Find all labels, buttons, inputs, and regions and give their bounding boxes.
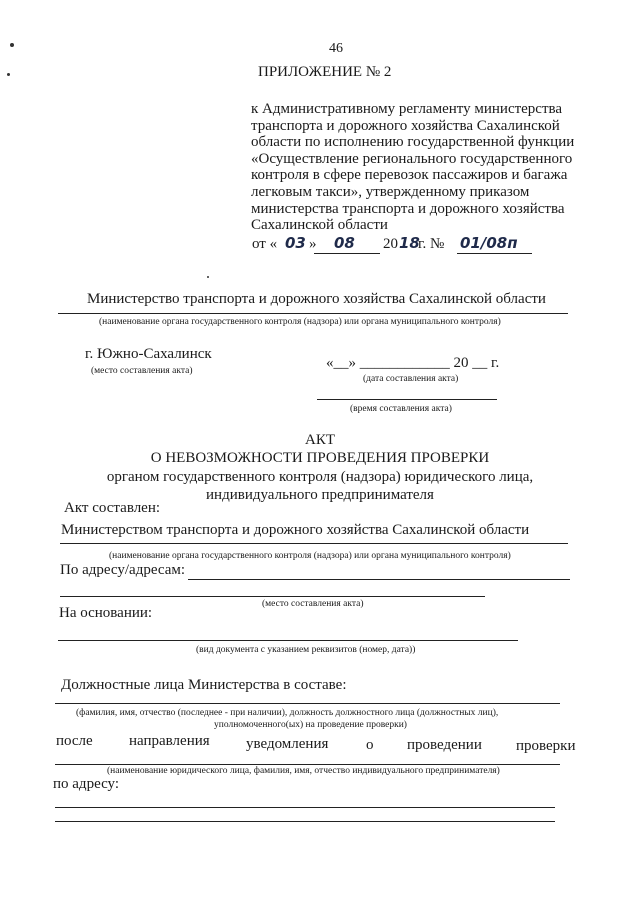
basis-label: На основании: [59,605,153,621]
scan-mark [7,73,10,76]
appendix-title: ПРИЛОЖЕНИЕ № 2 [258,64,392,80]
compiled-caption: (наименование органа государственного контроля (надзора) или органа муниципального контроля) [109,551,511,561]
officials-caption-1: (фамилия, имя, отчество (последнее - при наличии), должность должностного лица (должностных лиц), [76,708,499,718]
compiled-value: Министерством транспорта и дорожного хозяйства Сахалинской области [61,522,530,538]
authority-underline [58,313,568,314]
address-label: По адресу/адресам: [60,562,186,578]
after-word-1: после [56,733,93,749]
place-city: г. Южно-Сахалинск [85,346,212,362]
by-address-line-2 [55,821,555,822]
appendix-line: министерства транспорта и дорожного хозяйства [251,200,565,217]
date-mid: » [309,236,317,252]
appendix-text [251,101,574,234]
act-subtitle: О НЕВОЗМОЖНОСТИ ПРОВЕДЕНИЯ ПРОВЕРКИ [150,450,490,466]
after-word-2: направления [129,733,210,749]
address-caption: (место составления акта) [262,599,364,609]
after-word-3: уведомления [246,736,329,752]
scan-mark [10,43,14,47]
officials-line [55,703,560,704]
after-notice-caption: (наименование юридического лица, фамилия, имя, отчество индивидуального предпринимателя) [107,766,500,776]
date-month: 08 [334,234,355,252]
place-caption: (место составления акта) [91,366,193,376]
basis-line [58,640,518,641]
appendix-line: области по исполнению государственной функции [251,134,575,151]
after-word-5: проведении [407,737,482,753]
appendix-line: контроля в сфере перевозок пассажиров и багажа [251,167,568,184]
act-title: АКТ [305,432,335,448]
authority-caption: (наименование органа государственного контроля (надзора) или органа муниципального контроля) [99,317,501,327]
compiled-label: Акт составлен: [64,500,161,516]
appendix-line: к Административному регламенту министерства [251,101,563,117]
after-notice-line [55,764,560,765]
after-word-4: о [366,737,374,753]
act-time-line [317,399,497,400]
appendix-line: Сахалинской области [251,217,388,234]
address-line-2 [60,596,485,597]
date-year-prefix: 20 [383,236,398,252]
act-time-caption: (время составления акта) [350,404,452,414]
authority-name: Министерство транспорта и дорожного хозяйства Сахалинской области [87,291,546,307]
by-address-label: по адресу: [53,776,120,792]
date-day: 03 [285,234,306,252]
appendix-line: легковым такси», утвержденному приказом [251,183,530,200]
appendix-line: «Осуществление регионального государственного [251,150,573,167]
after-word-6: проверки [516,738,576,754]
scan-mark [207,276,209,278]
number-prefix: г. № [418,236,445,252]
page-number: 46 [329,41,343,56]
act-date: «__» ____________ 20 __ г. [326,355,500,371]
number-underline [457,253,532,254]
officials-label: Должностные лица Министерства в составе: [61,677,347,693]
month-underline [314,253,380,254]
date-prefix: от « [252,236,278,252]
by-address-line-1 [55,807,555,808]
date-year-suffix: 18 [399,234,420,252]
basis-caption: (вид документа с указанием реквизитов (номер, дата)) [196,645,416,655]
document-number: 01/08п [460,234,518,252]
compiled-underline [60,543,568,544]
appendix-line: транспорта и дорожного хозяйства Сахалинской [251,117,560,134]
act-subtitle-line3: органом государственного контроля (надзора) юридического лица, [106,469,534,485]
act-date-caption: (дата составления акта) [363,374,459,384]
appendix-date [252,234,552,256]
officials-caption-2: уполномоченного(ых) на проведение проверки) [214,720,407,730]
act-subtitle-line4: индивидуального предпринимателя [206,487,434,503]
address-line-1 [188,579,570,580]
